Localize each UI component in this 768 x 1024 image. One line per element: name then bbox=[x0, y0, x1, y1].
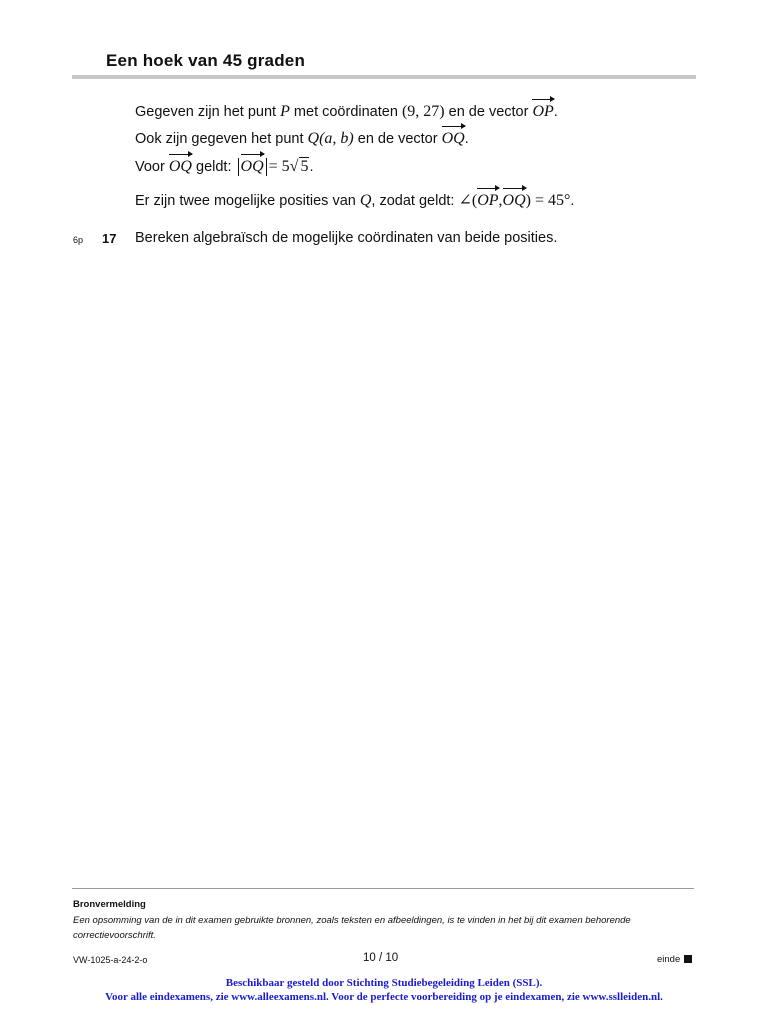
text-and-vector: en de vector bbox=[448, 104, 529, 120]
vector-oq bbox=[241, 158, 264, 176]
math-point-q: Q bbox=[359, 192, 372, 209]
question-text: Bereken algebraïsch de mogelijke coördinaten van beide posities. bbox=[135, 230, 558, 246]
vector-op bbox=[477, 192, 498, 210]
end-marker bbox=[657, 954, 692, 965]
vector-oq-label: OQ bbox=[240, 158, 264, 175]
vector-arrow-icon bbox=[532, 99, 553, 102]
text-and-vector-2: en de vector bbox=[357, 131, 438, 147]
text-geldt: geldt: bbox=[196, 159, 232, 175]
question-number: 17 bbox=[102, 231, 117, 246]
vector-arrow-icon bbox=[503, 188, 526, 191]
given-line-3 bbox=[135, 157, 313, 176]
given-line-4 bbox=[135, 190, 574, 210]
given-line-2 bbox=[135, 130, 469, 148]
vector-oq bbox=[503, 192, 526, 210]
text-zodat-geldt: , zodat geldt: bbox=[371, 193, 455, 209]
given-line-1 bbox=[135, 103, 558, 121]
vector-oq bbox=[169, 158, 192, 176]
vector-op-label: OP bbox=[532, 103, 554, 120]
credit-line-1: Beschikbaar gesteld door Stichting Studiebegeleiding Leiden (SSL). bbox=[225, 977, 543, 989]
vector-oq bbox=[442, 130, 465, 148]
angle-close: ) = 45° bbox=[525, 192, 571, 209]
period: . bbox=[570, 193, 575, 209]
end-label: einde bbox=[657, 954, 681, 965]
title-divider bbox=[72, 75, 696, 79]
sqrt-symbol-icon: √ bbox=[289, 158, 299, 175]
angle-open: ∠( bbox=[458, 192, 478, 209]
math-coords-q: (a, b) bbox=[319, 130, 354, 147]
period: . bbox=[464, 131, 469, 147]
text-two-positions: Er zijn twee mogelijke posities van bbox=[135, 193, 356, 209]
norm-equals: = 5 bbox=[268, 158, 290, 175]
vector-arrow-icon bbox=[442, 126, 465, 129]
text-voor: Voor bbox=[135, 159, 165, 175]
period: . bbox=[553, 104, 558, 120]
text-given-point-p: Gegeven zijn het punt bbox=[135, 104, 277, 120]
end-square-icon bbox=[684, 955, 692, 963]
footer-divider bbox=[72, 888, 694, 889]
math-point-p: P bbox=[280, 103, 290, 120]
page-title: Een hoek van 45 graden bbox=[106, 51, 306, 70]
page-number: 10 / 10 bbox=[363, 952, 399, 964]
vector-oq-label: OQ bbox=[441, 130, 465, 147]
vector-oq-label: OQ bbox=[168, 158, 192, 175]
sources-text: Een opsomming van de in dit examen gebruikte bronnen, zoals teksten en afbeeldingen, is te vinden in het bij dit examen behorende correctievoorschrift. bbox=[73, 915, 631, 941]
norm-oq bbox=[238, 158, 267, 176]
text-given-point-q: Ook zijn gegeven het punt bbox=[135, 131, 304, 147]
sqrt-radicand: 5 bbox=[300, 158, 309, 175]
question-points: 6p bbox=[73, 235, 84, 245]
vector-oq-label: OQ bbox=[502, 192, 526, 209]
credit-line-2: Voor alle eindexamens, zie www.alleexamens.nl. Voor de perfecte voorbereiding op je eindexamen, zie www.sslleiden.nl. bbox=[105, 991, 663, 1003]
exam-code: VW-1025-a-24-2-o bbox=[73, 955, 148, 965]
text-coordinates: met coördinaten bbox=[293, 104, 398, 120]
period: . bbox=[309, 159, 314, 175]
vector-op-label: OP bbox=[477, 192, 499, 209]
vector-arrow-icon bbox=[241, 154, 264, 157]
math-coords-p: (9, 27) bbox=[401, 103, 445, 120]
sources-title: Bronvermelding bbox=[73, 899, 146, 910]
vector-arrow-icon bbox=[477, 188, 498, 191]
angle-comma: , bbox=[498, 192, 503, 209]
vector-op bbox=[532, 103, 553, 121]
math-point-q: Q bbox=[307, 130, 320, 147]
vector-arrow-icon bbox=[169, 154, 192, 157]
